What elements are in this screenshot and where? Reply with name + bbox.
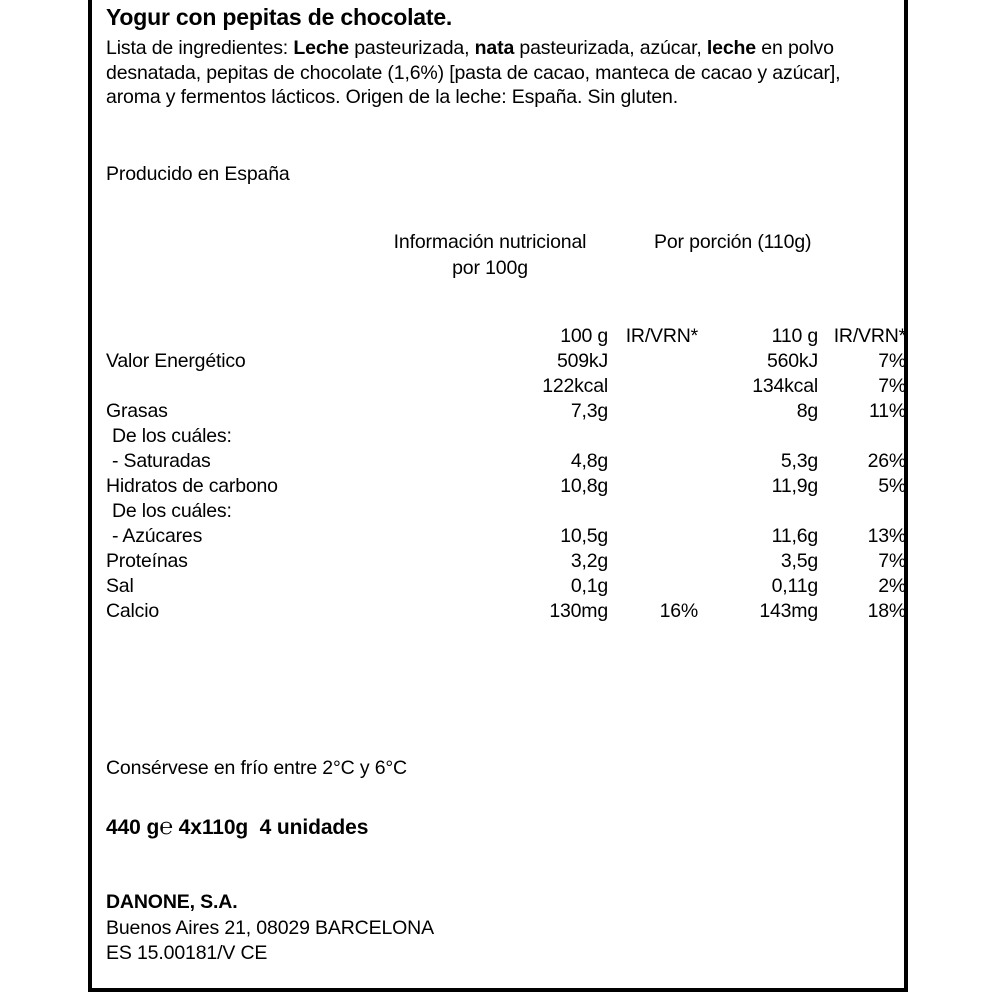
nutrition-row xyxy=(106,450,906,475)
nutrient-value-110g: 143mg xyxy=(759,600,818,622)
nutrient-value-100g: 130mg xyxy=(549,600,608,622)
column-header-110g: 110 g xyxy=(771,325,818,347)
nutrient-value-110g: 134kcal xyxy=(752,375,818,397)
page-title: Yogur con pepitas de chocolate. xyxy=(106,4,453,30)
nutrition-row xyxy=(106,525,906,550)
column-header-ir-100g: IR/VRN* xyxy=(625,325,698,347)
nutrition-row xyxy=(106,550,906,575)
nutrition-row xyxy=(106,425,906,450)
nutrition-column-headers xyxy=(106,325,906,350)
nutrient-value-110g: 560kJ xyxy=(766,350,818,372)
nutrition-row xyxy=(106,375,906,400)
nutrient-label: - Azúcares xyxy=(112,525,203,547)
nutrition-row xyxy=(106,500,906,525)
unit-count: 4 unidades xyxy=(259,816,369,839)
nutrient-ir-110g: 26% xyxy=(867,450,906,472)
nutrient-value-100g: 0,1g xyxy=(570,575,608,597)
nutrient-ir-110g: 2% xyxy=(878,575,906,597)
nutrient-value-110g: 5,3g xyxy=(780,450,818,472)
nutrition-row xyxy=(106,600,906,625)
nutrient-label: Valor Energético xyxy=(106,350,246,372)
storage-instructions: Consérvese en frío entre 2°C y 6°C xyxy=(106,757,407,779)
pack-format: 4x110g xyxy=(178,816,249,839)
nutrient-ir-110g: 11% xyxy=(869,400,906,422)
nutrient-label: Hidratos de carbono xyxy=(106,475,278,497)
company-address: Buenos Aires 21, 08029 BARCELONA xyxy=(106,916,434,939)
nutrient-value-110g: 8g xyxy=(796,400,818,422)
ingredients-body: Leche pasteurizada, nata pasteurizada, azúcar, leche en polvo desnatada, pepitas de chocolate (1,6%) [pasta de cacao, manteca de cacao y azúcar], aroma y fermentos lácticos. Origen de la leche: España. Sin gluten. xyxy=(106,37,841,108)
nutrient-ir-110g: 18% xyxy=(867,600,906,622)
nutrient-value-110g: 3,5g xyxy=(780,550,818,572)
label-content xyxy=(106,0,906,988)
ingredients-list xyxy=(106,36,890,110)
nutrient-value-110g: 11,6g xyxy=(771,525,818,547)
heading-per-100g-line2: por 100g xyxy=(452,257,528,279)
nutrient-value-100g: 10,5g xyxy=(560,525,608,547)
column-header-100g: 100 g xyxy=(560,325,608,347)
nutrition-row xyxy=(106,575,906,600)
nutrient-ir-110g: 13% xyxy=(867,525,906,547)
nutrient-ir-110g: 5% xyxy=(878,475,906,497)
nutrient-value-100g: 3,2g xyxy=(570,550,608,572)
nutrition-row xyxy=(106,475,906,500)
nutrient-value-110g: 11,9g xyxy=(771,475,818,497)
nutrient-ir-100g: 16% xyxy=(659,600,698,622)
nutrient-value-110g: 0,11g xyxy=(771,575,818,597)
nutrition-row xyxy=(106,350,906,375)
nutrient-ir-110g: 7% xyxy=(878,550,906,572)
nutrient-label: De los cuáles: xyxy=(112,425,232,447)
net-weight-line xyxy=(106,813,368,840)
nutrient-value-100g: 10,8g xyxy=(560,475,608,497)
nutrient-value-100g: 4,8g xyxy=(570,450,608,472)
nutrient-label: De los cuáles: xyxy=(112,500,232,522)
nutrition-label-frame xyxy=(88,0,908,992)
nutrient-label: Grasas xyxy=(106,400,168,422)
column-header-ir-110g: IR/VRN* xyxy=(833,325,906,347)
nutrient-label: - Saturadas xyxy=(112,450,211,472)
nutrient-value-100g: 7,3g xyxy=(570,400,608,422)
heading-per-portion: Por porción (110g) xyxy=(654,231,812,253)
nutrient-ir-110g: 7% xyxy=(878,350,906,372)
heading-per-100g xyxy=(374,229,606,281)
nutrient-value-100g: 122kcal xyxy=(542,375,608,397)
nutrient-label: Calcio xyxy=(106,600,159,622)
nutrition-row xyxy=(106,400,906,425)
ingredients-label: Lista de ingredientes: xyxy=(106,37,289,59)
nutrient-ir-110g: 7% xyxy=(878,375,906,397)
net-weight: 440 g xyxy=(106,816,160,839)
manufacturer-block xyxy=(106,890,434,967)
heading-per-100g-line1: Información nutricional xyxy=(393,231,587,253)
estimated-sign-icon: ℮ xyxy=(159,813,173,839)
nutrition-table xyxy=(106,325,906,625)
nutrient-label: Proteínas xyxy=(106,550,188,572)
origin-statement: Producido en España xyxy=(106,163,290,185)
company-name: DANONE, S.A. xyxy=(106,891,238,913)
nutrient-value-100g: 509kJ xyxy=(556,350,608,372)
nutrient-label: Sal xyxy=(106,575,134,597)
nutrition-table-heading xyxy=(106,229,890,289)
company-registration-code: ES 15.00181/V CE xyxy=(106,942,268,964)
